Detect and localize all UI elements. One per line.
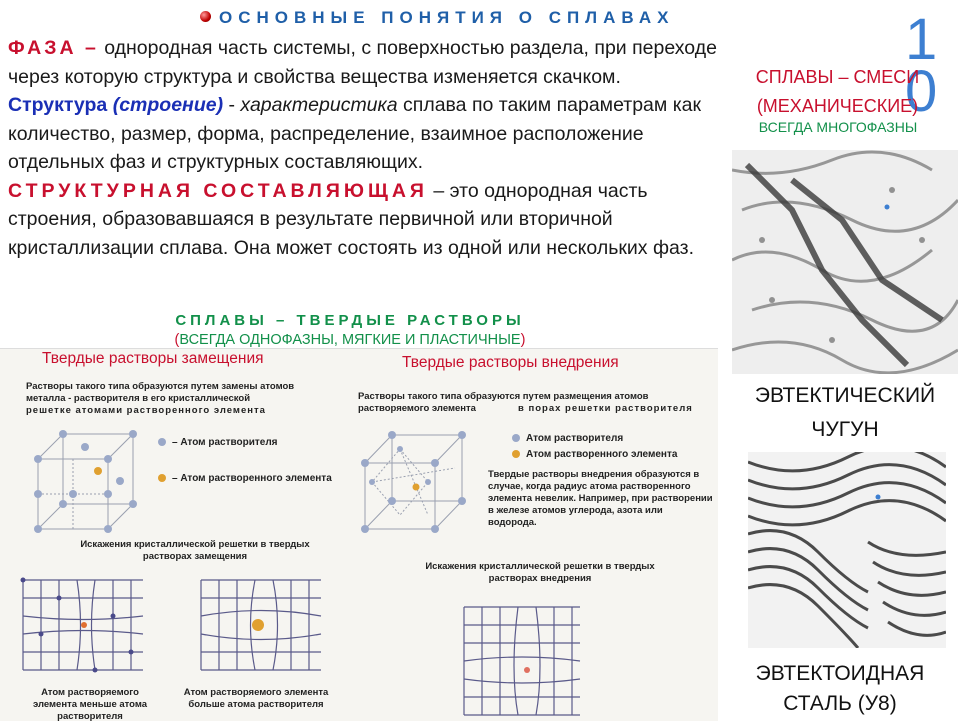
small-solute-caption: Атом растворяемого элемента меньше атома растворителя [32,687,148,722]
interstitial-description: Растворы такого типа образуются путем размещения атомов растворяемого элемента [358,391,649,414]
legend-solute-label: – Атом растворенного элемента [172,473,332,484]
cast-iron-caption-2: ЧУГУН [811,418,879,441]
mixtures-title [730,59,945,125]
substitution-cube-diagram [18,419,148,539]
legend-solute [158,473,332,484]
interstitial-legend-solvent-label: Атом растворителя [526,433,624,444]
substitution-description-2: решетке атомами растворенного элемента [26,405,266,416]
lattice-small-solute-diagram [18,575,148,680]
interstitial-cube-diagram [350,425,480,537]
steel-micrograph [748,452,946,648]
large-solute-caption: Атом растворяемого элемента больше атома растворителя [183,687,329,710]
subtitle-text: ВСЕГДА ОДНОФАЗНЫ, МЯГКИЕ И ПЛАСТИЧНЫЕ [179,332,521,348]
solid-solutions-panel [0,348,718,721]
interstitial-description-2: в порах решетки растворителя [518,403,693,414]
solvent-atom-icon [512,434,520,442]
solid-solutions-subtitle [110,332,590,348]
interstitial-legend-solute [512,449,677,460]
interstitial-legend-solvent [512,433,623,444]
interstitial-lattice-diagram [460,603,584,721]
solute-atom-icon [512,450,520,458]
interstitial-distortion-caption: Искажения кристаллической решетки в твердых растворах внедрения [425,561,655,584]
slide-title-text: ОСНОВНЫЕ ПОНЯТИЯ О СПЛАВАХ [219,8,675,27]
component-term: СТРУКТУРНАЯ СОСТАВЛЯЮЩАЯ [8,179,428,202]
solid-solutions-title: СПЛАВЫ – ТВЕРДЫЕ РАСТВОРЫ [175,312,525,329]
lattice-large-solute-diagram [196,575,326,680]
steel-caption-1: ЭВТЕКТОИДНАЯ [755,662,925,685]
slide-title [200,8,760,28]
steel-caption-2: СТАЛЬ (У8) [783,692,897,715]
interstitial-heading: Твердые растворы внедрения [402,354,619,371]
subtitle-close-paren: ) [520,332,526,348]
mixtures-title-line2: (МЕХАНИЧЕСКИЕ) [756,96,919,116]
solute-atom-icon [158,474,166,482]
slide-number-digit-2: 0 [905,59,938,125]
phase-definition: однородная часть системы, с поверхностью раздела, при переходе через которую структура и свойства вещества изменяется скачком. [8,37,717,88]
structure-paren: (строение) [107,94,224,116]
structure-dash: - [223,94,241,116]
cast-iron-micrograph [732,150,958,374]
legend-solvent [158,437,278,448]
structure-definition: сплава по таким параметрам как количество, размер, форма, распределение, взаимное расположение отдельных фаз и структурных составляющих. [8,94,702,173]
interstitial-legend-solute-label: Атом растворенного элемента [526,449,678,460]
cast-iron-caption-1: ЭВТЕКТИЧЕСКИЙ [754,384,936,407]
substitution-description: Растворы такого типа образуются путем замены атомов металла - растворителя в его кристаллической [26,381,295,404]
phase-term: ФАЗА – [8,37,99,59]
definitions-text [8,34,720,262]
structure-italic: характеристика [240,94,398,116]
legend-solvent-label: – Атом растворителя [172,437,278,448]
solvent-atom-icon [158,438,166,446]
mixtures-subtitle: ВСЕГДА МНОГОФАЗНЫ [758,119,918,135]
slide-number-digit-1: 1 [905,7,938,72]
component-definition: – это однородная часть строения, образовавшаяся в результате первичной или вторичной кристаллизации сплава. Она может состоять из одной или нескольких фаз. [8,179,694,259]
substitution-distortion-caption: Искажения кристаллической решетки в твердых растворах замещения [80,539,310,562]
mixtures-title-line1: СПЛАВЫ – СМЕСИ [755,67,920,87]
substitution-heading: Твердые растворы замещения [42,350,264,367]
bullet-icon [200,11,211,22]
subtitle-open-paren: ( [174,332,180,348]
structure-term: Структура [8,94,108,116]
interstitial-note: Твердые растворы внедрения образуются в случае, когда радиус атома растворенного элемента невелик. Например, при растворении в железе атомов углерода, азота или водорода. [488,469,713,528]
